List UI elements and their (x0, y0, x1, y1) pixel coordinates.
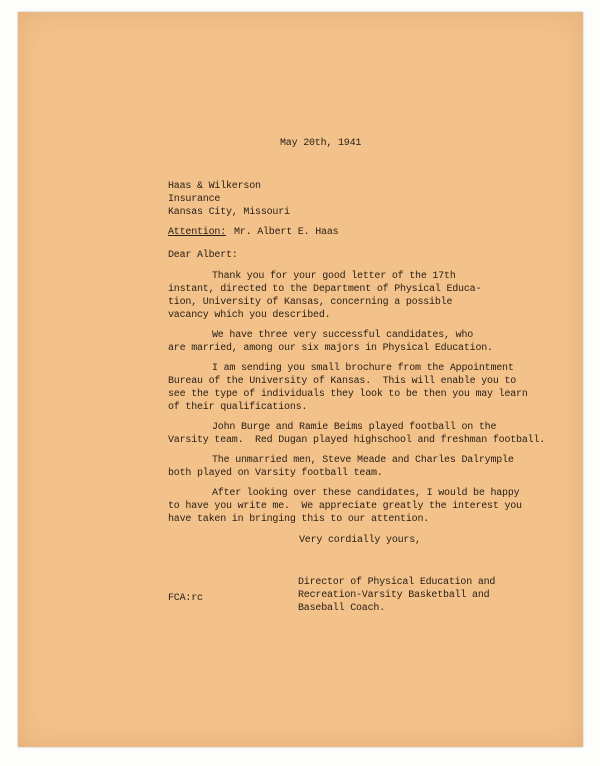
paragraph-3-line-2: Bureau of the University of Kansas. This will enable you to (168, 376, 517, 387)
paragraph-2-line-1: We have three very successful candidates, who (212, 330, 474, 341)
paragraph-5-line-2: both played on Varsity football team. (168, 468, 383, 479)
recipient-line-1: Haas & Wilkerson (168, 181, 261, 192)
letter-date: May 20th, 1941 (280, 138, 362, 149)
paragraph-3-line-3: see the type of individuals they look to be then you may learn (168, 389, 528, 400)
recipient-line-2: Insurance (168, 194, 221, 205)
signature-line-3: Baseball Coach. (298, 603, 386, 614)
paragraph-6-line-1: After looking over these candidates, I would be happy (212, 488, 520, 499)
salutation: Dear Albert: (168, 250, 238, 261)
paragraph-6-line-3: have taken in bringing this to our attention. (168, 514, 430, 525)
paragraph-3-line-1: I am sending you small brochure from the Appointment (212, 363, 514, 374)
typist-initials: FCA:rc (168, 593, 203, 604)
paragraph-4-line-1: John Burge and Ramie Beims played football on the (212, 422, 497, 433)
attention-label: Attention: (168, 227, 227, 238)
signature-line-2: Recreation-Varsity Basketball and (298, 590, 490, 601)
paragraph-1-line-4: vacancy which you described. (168, 310, 331, 321)
paragraph-3-line-4: of their qualifications. (168, 402, 308, 413)
paragraph-1-line-3: tion, University of Kansas, concerning a possible (168, 297, 453, 308)
paragraph-5-line-1: The unmarried men, Steve Meade and Charles Dalrymple (212, 455, 514, 466)
paragraph-1-line-1: Thank you for your good letter of the 17th (212, 271, 456, 282)
recipient-line-3: Kansas City, Missouri (168, 207, 290, 218)
paragraph-6-line-2: to have you write me. We appreciate greatly the interest you (168, 501, 522, 512)
attention-name: Mr. Albert E. Haas (234, 227, 339, 238)
paragraph-4-line-2: Varsity team. Red Dugan played highschool and freshman football. (168, 435, 546, 446)
paragraph-1-line-2: instant, directed to the Department of Physical Educa- (168, 284, 482, 295)
closing: Very cordially yours, (299, 535, 421, 546)
signature-line-1: Director of Physical Education and (298, 577, 496, 588)
paragraph-2-line-2: are married, among our six majors in Physical Education. (168, 343, 493, 354)
